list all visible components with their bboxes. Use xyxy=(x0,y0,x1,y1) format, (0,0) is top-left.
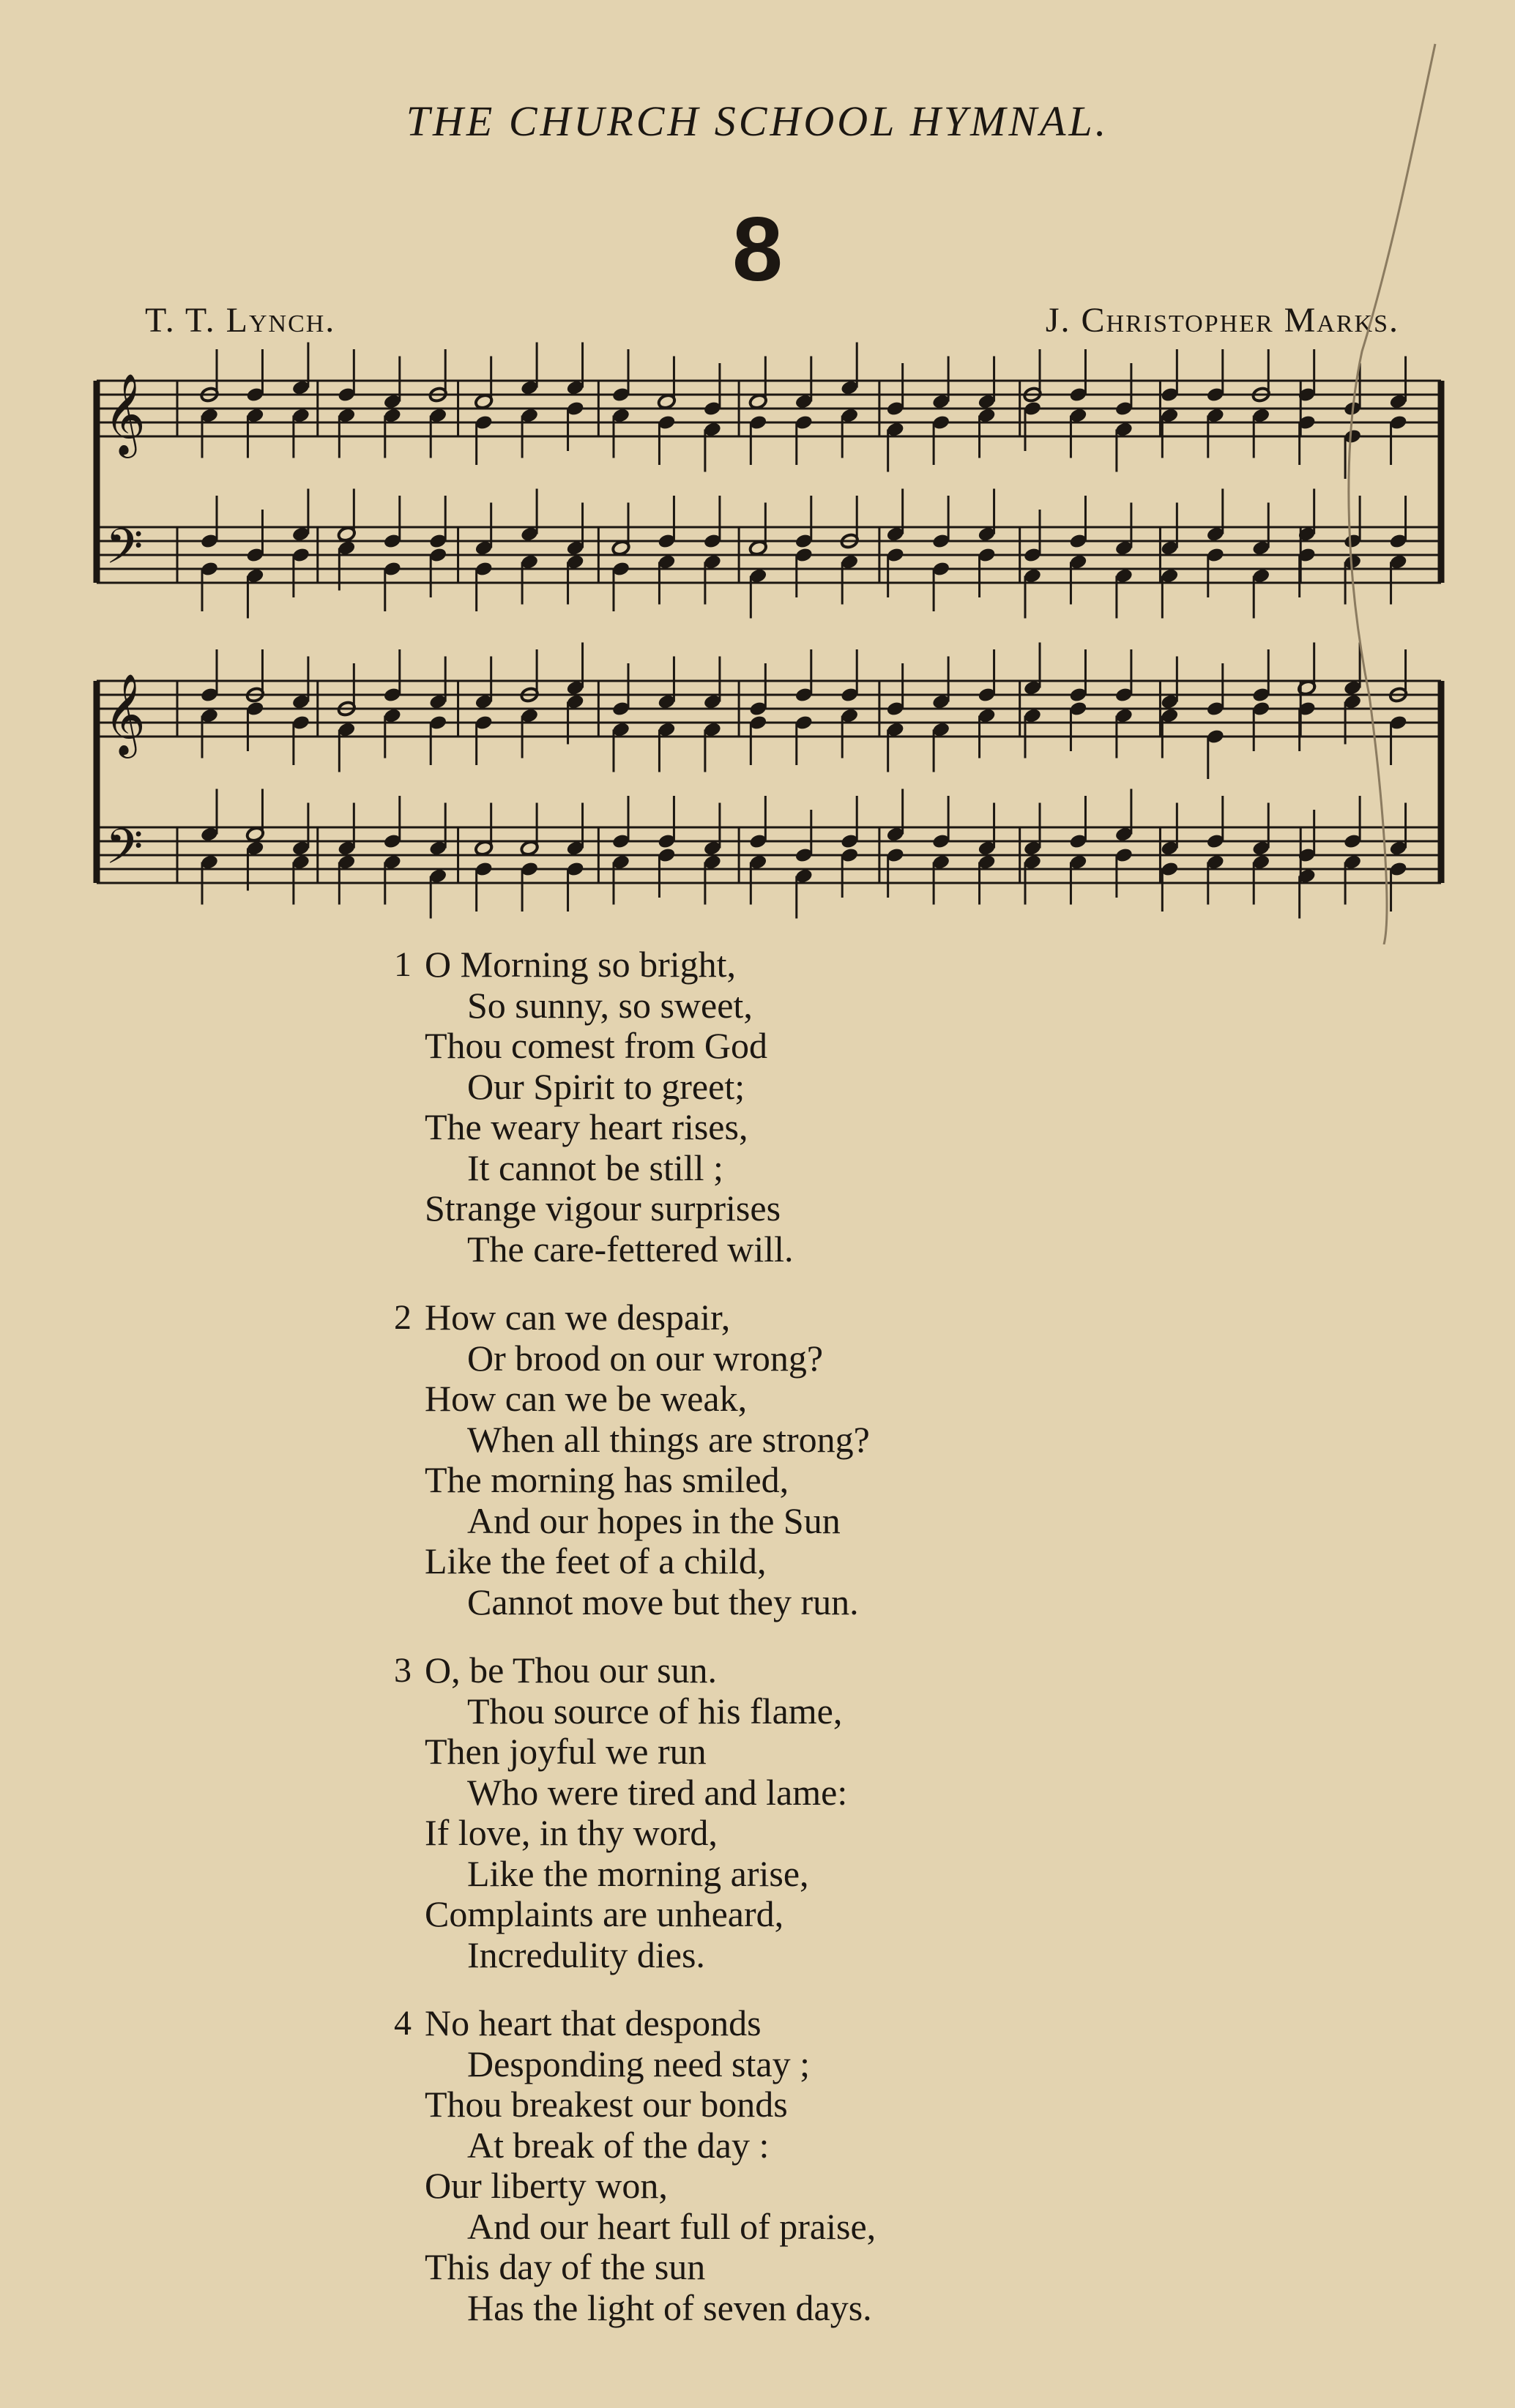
verse-line: The morning has smiled, xyxy=(425,1459,789,1500)
music-score xyxy=(0,0,1515,944)
music-system-1 xyxy=(97,343,1441,619)
bass-clef-icon: 𝄢 xyxy=(105,518,144,586)
verse-number: 4 xyxy=(394,2004,412,2043)
verse-line: Our Spirit to greet; xyxy=(467,1065,745,1107)
verse-line: And our heart full of praise, xyxy=(467,2205,876,2247)
verse-line: Complaints are unheard, xyxy=(425,1893,784,1934)
verse-line: The weary heart rises, xyxy=(425,1106,748,1147)
verse-4 xyxy=(394,2002,876,2328)
verse-line: When all things are strong? xyxy=(467,1418,870,1460)
verses xyxy=(394,944,876,2356)
verse-number: 3 xyxy=(394,1651,412,1690)
verse-line: Incredulity dies. xyxy=(467,1934,705,1975)
verse-line: Has the light of seven days. xyxy=(467,2286,872,2328)
verse-line: So sunny, so sweet, xyxy=(467,984,753,1026)
verse-number: 1 xyxy=(394,945,412,984)
verse-line: Like the feet of a child, xyxy=(425,1540,767,1581)
bass-clef-icon: 𝄢 xyxy=(105,819,144,887)
verse-number: 2 xyxy=(394,1298,412,1337)
treble-clef-icon: 𝄞 xyxy=(104,373,146,455)
verse-line: At break of the day : xyxy=(467,2124,770,2166)
verse-3 xyxy=(394,1650,876,1975)
verse-line: This day of the sun xyxy=(425,2246,706,2287)
verse-line: Desponding need stay ; xyxy=(467,2043,810,2084)
verse-line: O Morning so bright, xyxy=(425,944,736,985)
music-system-2 xyxy=(97,643,1441,919)
verse-line: No heart that desponds xyxy=(425,2002,762,2043)
verse-line: Or brood on our wrong? xyxy=(467,1337,824,1379)
verse-line: The care-fettered will. xyxy=(467,1228,794,1270)
verse-line: And our hopes in the Sun xyxy=(467,1499,841,1541)
paper-crease xyxy=(1349,44,1435,944)
verse-line: O, be Thou our sun. xyxy=(425,1650,718,1691)
verse-2 xyxy=(394,1297,876,1622)
verse-line: How can we despair, xyxy=(425,1297,731,1338)
verse-line: Cannot move but they run. xyxy=(467,1581,859,1622)
verse-line: Our liberty won, xyxy=(425,2165,668,2206)
verse-line: Thou comest from God xyxy=(425,1025,767,1066)
verse-line: If love, in thy word, xyxy=(425,1812,718,1853)
treble-clef-icon: 𝄞 xyxy=(104,673,146,755)
verse-line: Like the morning arise, xyxy=(467,1852,809,1894)
verse-1 xyxy=(394,944,876,1270)
verse-line: Then joyful we run xyxy=(425,1731,707,1772)
verse-line: Strange vigour surprises xyxy=(425,1188,781,1229)
author-credit: T. T. Lynch. xyxy=(145,301,336,340)
running-head: THE CHURCH SCHOOL HYMNAL. xyxy=(406,97,1109,145)
verse-line: Who were tired and lame: xyxy=(467,1771,848,1813)
verse-line: How can we be weak, xyxy=(425,1378,748,1419)
verse-line: Thou source of his flame, xyxy=(467,1690,843,1732)
verse-line: Thou breakest our bonds xyxy=(425,2084,788,2125)
verse-line: It cannot be still ; xyxy=(467,1147,723,1188)
composer-credit: J. Christopher Marks. xyxy=(1045,301,1399,340)
hymn-number: 8 xyxy=(732,199,783,300)
